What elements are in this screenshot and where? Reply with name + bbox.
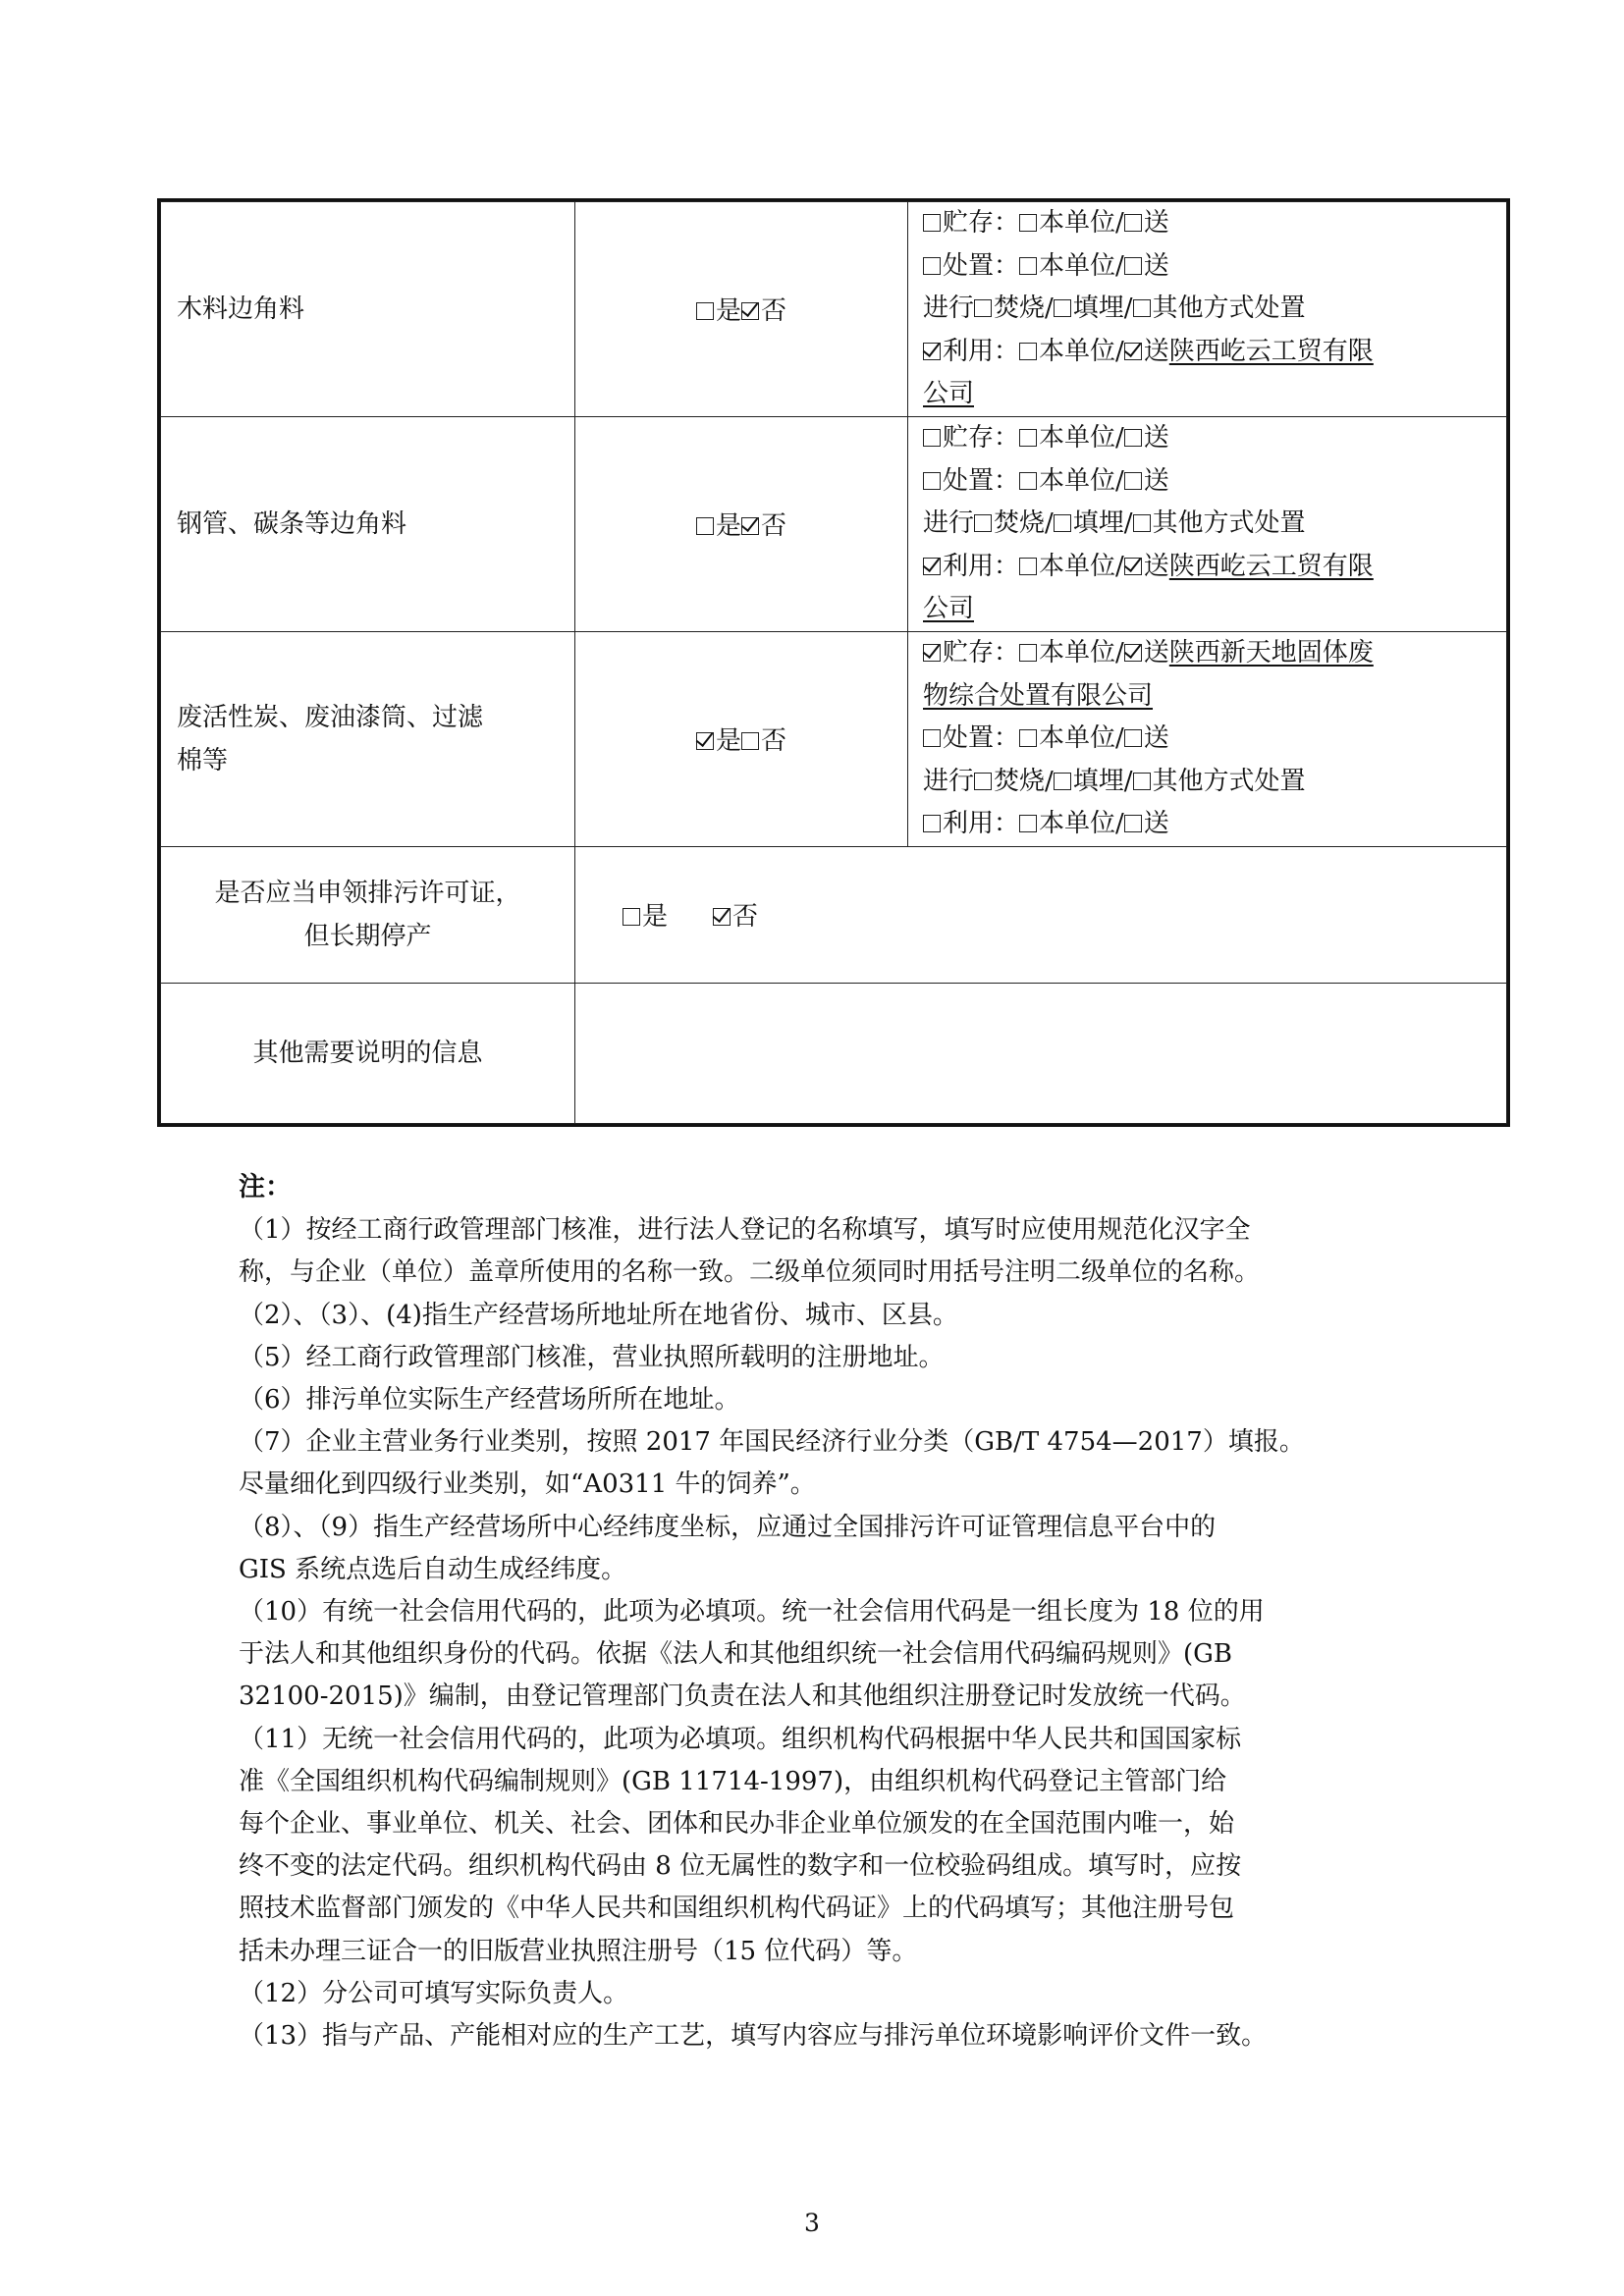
storage-send-label: 送 xyxy=(1143,637,1169,667)
storage-line xyxy=(923,202,1506,245)
storage-checkbox[interactable] xyxy=(923,214,941,232)
waste-name-cont: 棉等 xyxy=(177,745,229,775)
utilize-line xyxy=(923,546,1506,589)
other-method-label: 其他方式处置 xyxy=(1152,508,1306,539)
disposal-send-checkbox[interactable] xyxy=(1124,257,1142,275)
disposal-self-checkbox[interactable] xyxy=(1019,472,1037,490)
other-method-checkbox[interactable] xyxy=(1133,514,1151,532)
note-line: 32100-2015)》编制，由登记管理部门负责在法人和其他组织注册登记时发放统一代码。 xyxy=(239,1682,1246,1712)
solid-waste-table xyxy=(160,201,1507,1124)
storage-label: 贮存： xyxy=(943,637,1020,667)
waste-name-cell xyxy=(161,416,575,631)
storage-label: 贮存： xyxy=(943,208,1020,238)
table-row xyxy=(161,631,1507,846)
method-label: 进行 xyxy=(923,294,975,324)
note-line: （2）、（3）、(4)指生产经营场所地址所在地省份、城市、区县。 xyxy=(239,1300,958,1330)
landfill-checkbox[interactable] xyxy=(1054,773,1071,790)
storage-self-checkbox[interactable] xyxy=(1019,429,1037,447)
landfill-checkbox[interactable] xyxy=(1054,299,1071,317)
note-line: 终不变的法定代码。组织机构代码由 8 位无属性的数字和一位校验码组成。填写时，应按 xyxy=(239,1851,1242,1882)
storage-self-checkbox[interactable] xyxy=(1019,214,1037,232)
hazard-yes-checkbox[interactable] xyxy=(696,517,714,535)
notes-section xyxy=(239,1166,1392,2057)
utilize-send-checkbox[interactable] xyxy=(1124,343,1142,360)
disposal-label: 处置： xyxy=(943,250,1020,281)
storage-send-checkbox[interactable] xyxy=(1124,429,1142,447)
other-method-checkbox[interactable] xyxy=(1133,773,1151,790)
utilize-self-checkbox[interactable] xyxy=(1019,343,1037,360)
utilize-line-cont xyxy=(923,588,1506,631)
other-info-row xyxy=(161,983,1507,1123)
hazard-no-checkbox[interactable] xyxy=(741,302,759,320)
storage-target: 陕西新天地固体废 xyxy=(1168,637,1374,667)
method-line xyxy=(923,761,1506,804)
note-line: （11）无统一社会信用代码的，此项为必填项。组织机构代码根据中华人民共和国国家标 xyxy=(239,1724,1242,1754)
storage-line-cont xyxy=(923,675,1506,719)
page-number: 3 xyxy=(804,2209,820,2237)
storage-line xyxy=(923,632,1506,675)
disposal-checkbox[interactable] xyxy=(923,472,941,490)
disposal-self-label: 本单位/ xyxy=(1039,465,1124,496)
storage-checkbox[interactable] xyxy=(923,644,941,662)
utilize-label: 利用： xyxy=(943,551,1020,581)
storage-self-label: 本单位/ xyxy=(1039,422,1124,453)
utilize-self-label: 本单位/ xyxy=(1039,809,1124,839)
method-label: 进行 xyxy=(923,508,975,539)
note-line: （13）指与产品、产能相对应的生产工艺，填写内容应与排污单位环境影响评价文件一致。 xyxy=(239,2021,1268,2052)
other-method-label: 其他方式处置 xyxy=(1152,294,1306,324)
note-line: （8）、（9）指生产经营场所中心经纬度坐标，应通过全国排污许可证管理信息平台中的 xyxy=(239,1512,1217,1542)
method-line xyxy=(923,503,1506,546)
note-line: （12）分公司可填写实际负责人。 xyxy=(239,1978,629,2008)
hazard-yes-checkbox[interactable] xyxy=(696,732,714,750)
storage-self-label: 本单位/ xyxy=(1039,637,1124,667)
landfill-label: 填埋/ xyxy=(1072,766,1133,796)
hazard-yes-label: 是 xyxy=(715,726,741,757)
utilize-self-label: 本单位/ xyxy=(1039,336,1124,366)
disposal-send-checkbox[interactable] xyxy=(1124,729,1142,747)
note-line: （10）有统一社会信用代码的，此项为必填项。统一社会信用代码是一组长度为 18 位的用 xyxy=(239,1597,1265,1628)
handling-cell xyxy=(908,202,1507,417)
table-row xyxy=(161,416,1507,631)
incinerate-checkbox[interactable] xyxy=(974,299,992,317)
utilize-line xyxy=(923,331,1506,374)
incinerate-checkbox[interactable] xyxy=(974,514,992,532)
waste-name: 木料边角料 xyxy=(177,294,305,324)
disposal-checkbox[interactable] xyxy=(923,257,941,275)
permit-row xyxy=(161,846,1507,983)
disposal-line xyxy=(923,718,1506,761)
other-info-value[interactable] xyxy=(575,983,1507,1123)
utilize-checkbox[interactable] xyxy=(923,558,941,575)
utilize-target: 陕西屹云工贸有限 xyxy=(1168,551,1374,581)
permit-no-checkbox[interactable] xyxy=(713,908,731,926)
hazard-no-checkbox[interactable] xyxy=(741,732,759,750)
note-line: （6）排污单位实际生产经营场所所在地址。 xyxy=(239,1385,740,1415)
utilize-target-cont: 公司 xyxy=(923,594,975,624)
permit-label: 是否应当申领排污许可证， xyxy=(214,878,521,908)
disposal-line xyxy=(923,245,1506,289)
utilize-send-checkbox[interactable] xyxy=(1124,558,1142,575)
disposal-send-label: 送 xyxy=(1143,250,1169,281)
disposal-label: 处置： xyxy=(943,465,1020,496)
hazard-cell xyxy=(575,416,908,631)
note-line: 尽量细化到四级行业类别，如“A0311 牛的饲养”。 xyxy=(239,1469,816,1500)
incinerate-label: 焚烧/ xyxy=(994,294,1054,324)
hazard-yes-label: 是 xyxy=(715,511,741,542)
waste-name-cell xyxy=(161,202,575,417)
permit-label-cell xyxy=(161,846,575,983)
waste-name: 钢管、碳条等边角料 xyxy=(177,508,407,539)
note-line: 准《全国组织机构代码编制规则》(GB 11714-1997)，由组织机构代码登记主管部门给 xyxy=(239,1766,1227,1796)
hazard-no-checkbox[interactable] xyxy=(741,517,759,535)
storage-self-label: 本单位/ xyxy=(1039,208,1124,238)
landfill-label: 填埋/ xyxy=(1072,508,1133,539)
note-line: GIS 系统点选后自动生成经纬度。 xyxy=(239,1554,627,1584)
method-label: 进行 xyxy=(923,766,975,796)
storage-self-checkbox[interactable] xyxy=(1019,644,1037,662)
note-line: 照技术监督部门颁发的《中华人民共和国组织机构代码证》上的代码填写；其他注册号包 xyxy=(239,1894,1235,1924)
permit-yes-label: 是 xyxy=(642,902,669,933)
disposal-checkbox[interactable] xyxy=(923,729,941,747)
utilize-checkbox[interactable] xyxy=(923,815,941,832)
utilize-send-label: 送 xyxy=(1143,551,1169,581)
note-line: 括未办理三证合一的旧版营业执照注册号（15 位代码）等。 xyxy=(239,1936,918,1966)
utilize-self-checkbox[interactable] xyxy=(1019,558,1037,575)
note-line: （7）企业主营业务行业类别，按照 2017 年国民经济行业分类（GB/T 4754—2017）填报。 xyxy=(239,1427,1305,1458)
storage-send-checkbox[interactable] xyxy=(1124,644,1142,662)
utilize-send-label: 送 xyxy=(1143,809,1169,839)
handling-cell xyxy=(908,416,1507,631)
note-line: （5）经工商行政管理部门核准，营业执照所载明的注册地址。 xyxy=(239,1342,945,1372)
disposal-label: 处置： xyxy=(943,723,1020,754)
disposal-send-checkbox[interactable] xyxy=(1124,472,1142,490)
utilize-self-checkbox[interactable] xyxy=(1019,815,1037,832)
note-line: （1）按经工商行政管理部门核准，进行法人登记的名称填写，填写时应使用规范化汉字全 xyxy=(239,1215,1251,1246)
permit-yes-checkbox[interactable] xyxy=(623,908,640,926)
other-method-checkbox[interactable] xyxy=(1133,299,1151,317)
utilize-send-label: 送 xyxy=(1143,336,1169,366)
storage-label: 贮存： xyxy=(943,422,1020,453)
utilize-target-cont: 公司 xyxy=(923,379,975,409)
storage-checkbox[interactable] xyxy=(923,429,941,447)
note-line: 每个企业、事业单位、机关、社会、团体和民办非企业单位颁发的在全国范围内唯一，始 xyxy=(239,1809,1235,1840)
notes-heading: 注： xyxy=(239,1172,292,1202)
disposal-self-checkbox[interactable] xyxy=(1019,257,1037,275)
handling-cell xyxy=(908,631,1507,846)
note-line: 称，与企业（单位）盖章所使用的名称一致。二级单位须同时用括号注明二级单位的名称。 xyxy=(239,1257,1261,1288)
waste-name: 废活性炭、废油漆筒、过滤 xyxy=(177,702,484,732)
utilize-send-checkbox[interactable] xyxy=(1124,815,1142,832)
hazard-cell xyxy=(575,202,908,417)
method-line xyxy=(923,288,1506,331)
storage-line xyxy=(923,417,1506,460)
permit-label-cont: 但长期停产 xyxy=(303,921,432,951)
utilize-label: 利用： xyxy=(943,809,1020,839)
storage-target-cont: 物综合处置有限公司 xyxy=(923,680,1154,711)
utilize-label: 利用： xyxy=(943,336,1020,366)
waste-name-cell xyxy=(161,631,575,846)
utilize-line xyxy=(923,803,1506,846)
other-info-label: 其他需要说明的信息 xyxy=(252,1038,483,1068)
incinerate-label: 焚烧/ xyxy=(994,766,1054,796)
landfill-checkbox[interactable] xyxy=(1054,514,1071,532)
disposal-send-label: 送 xyxy=(1143,465,1169,496)
permit-no-label: 否 xyxy=(732,902,759,933)
hazard-cell xyxy=(575,631,908,846)
storage-send-label: 送 xyxy=(1143,208,1169,238)
hazard-yes-label: 是 xyxy=(715,296,741,327)
utilize-line-cont xyxy=(923,373,1506,416)
disposal-self-label: 本单位/ xyxy=(1039,250,1124,281)
other-info-label-cell xyxy=(161,983,575,1123)
table-row xyxy=(161,202,1507,417)
hazard-no-label: 否 xyxy=(761,726,787,757)
disposal-send-label: 送 xyxy=(1143,723,1169,754)
utilize-checkbox[interactable] xyxy=(923,343,941,360)
disposal-line xyxy=(923,460,1506,504)
utilize-target: 陕西屹云工贸有限 xyxy=(1168,336,1374,366)
hazard-no-label: 否 xyxy=(761,296,787,327)
disposal-self-checkbox[interactable] xyxy=(1019,729,1037,747)
storage-send-checkbox[interactable] xyxy=(1124,214,1142,232)
landfill-label: 填埋/ xyxy=(1072,294,1133,324)
note-line: 于法人和其他组织身份的代码。依据《法人和其他组织统一社会信用代码编码规则》(GB xyxy=(239,1639,1233,1670)
disposal-self-label: 本单位/ xyxy=(1039,723,1124,754)
permit-answer-cell xyxy=(575,846,1507,983)
incinerate-label: 焚烧/ xyxy=(994,508,1054,539)
hazard-no-label: 否 xyxy=(761,511,787,542)
utilize-self-label: 本单位/ xyxy=(1039,551,1124,581)
incinerate-checkbox[interactable] xyxy=(974,773,992,790)
other-method-label: 其他方式处置 xyxy=(1152,766,1306,796)
storage-send-label: 送 xyxy=(1143,422,1169,453)
hazard-yes-checkbox[interactable] xyxy=(696,302,714,320)
